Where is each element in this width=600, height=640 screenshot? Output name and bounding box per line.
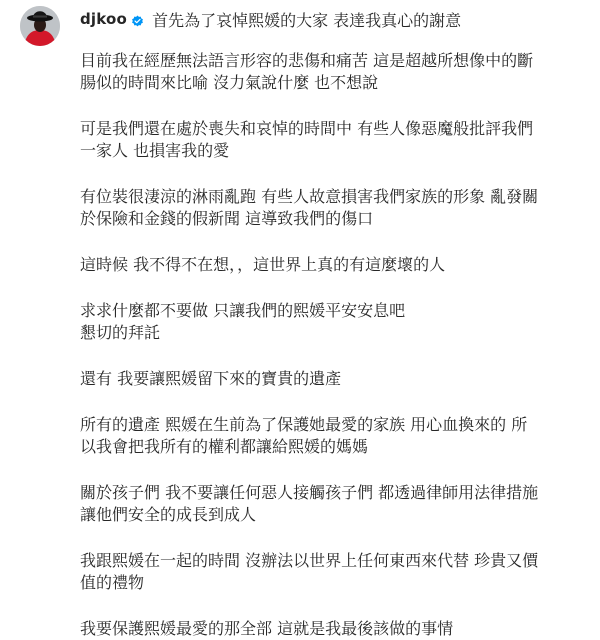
paragraph-gap <box>80 390 595 414</box>
caption-line: 所有的遺產 熙媛在生前為了保護她最愛的家族 用心血換來的 所 <box>80 415 528 434</box>
username[interactable]: djkoo <box>80 10 128 28</box>
caption-line: 讓他們安全的成長到成人 <box>80 505 257 524</box>
caption-line: 一家人 也損害我的愛 <box>80 141 230 160</box>
caption-paragraph <box>80 300 595 344</box>
caption-paragraph <box>80 254 595 276</box>
caption-line: 求求什麼都不要做 只讓我們的熙媛平安安息吧 <box>80 301 406 320</box>
caption-line: 關於孩子們 我不要讓任何惡人接觸孩子們 都透過律師用法律措施 <box>80 483 539 502</box>
caption-body <box>80 50 595 640</box>
caption-paragraph <box>80 414 595 458</box>
paragraph-gap <box>80 594 595 618</box>
paragraph-gap <box>80 230 595 254</box>
paragraph-gap <box>80 344 595 368</box>
caption-paragraph <box>80 482 595 526</box>
caption-line: 值的禮物 <box>80 573 145 592</box>
verified-badge-icon <box>131 13 144 26</box>
caption-paragraph <box>80 50 595 94</box>
caption-line: 還有 我要讓熙媛留下來的寶貴的遺產 <box>80 369 342 388</box>
caption-first-line: 首先為了哀悼熙媛的大家 表達我真心的謝意 <box>152 10 462 30</box>
caption-header <box>80 4 590 34</box>
caption-line: 目前我在經歷無法語言形容的悲傷和痛苦 這是超越所想像中的斷 <box>80 51 534 70</box>
caption-paragraph <box>80 186 595 230</box>
caption-paragraph <box>80 368 595 390</box>
caption-paragraph <box>80 118 595 162</box>
paragraph-gap <box>80 458 595 482</box>
paragraph-gap <box>80 526 595 550</box>
caption-line: 懇切的拜託 <box>80 323 161 342</box>
caption-line: 我跟熙媛在一起的時間 沒辦法以世界上任何東西來代替 珍貴又價 <box>80 551 539 570</box>
paragraph-gap <box>80 162 595 186</box>
caption-line: 有位裝很淒涼的淋雨亂跑 有些人故意損害我們家族的形象 亂發關 <box>80 187 539 206</box>
caption-paragraph <box>80 618 595 640</box>
caption-line: 以我會把我所有的權利都讓給熙媛的媽媽 <box>80 437 369 456</box>
avatar[interactable] <box>20 6 60 46</box>
paragraph-gap <box>80 276 595 300</box>
caption-line: 於保險和金錢的假新聞 這導致我們的傷口 <box>80 209 374 228</box>
avatar-image <box>20 6 60 46</box>
caption-line: 腸似的時間來比喻 沒力氣說什麼 也不想說 <box>80 73 379 92</box>
caption-line: 可是我們還在處於喪失和哀悼的時間中 有些人像惡魔般批評我們 <box>80 119 534 138</box>
caption-paragraph <box>80 550 595 594</box>
paragraph-gap <box>80 94 595 118</box>
caption-line: 這時候 我不得不在想，，這世界上真的有這麼壞的人 <box>80 255 446 274</box>
caption-line: 我要保護熙媛最愛的那全部 這就是我最後該做的事情 <box>80 619 454 638</box>
